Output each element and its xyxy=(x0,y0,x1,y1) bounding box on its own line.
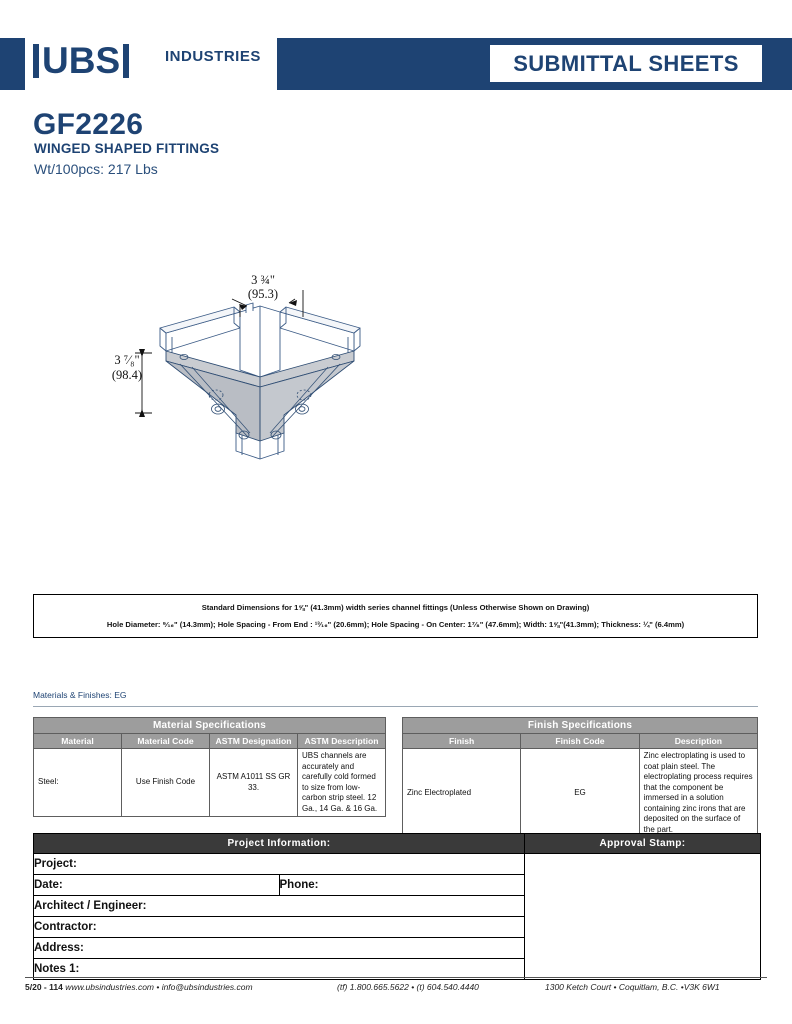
col-finish-description: Description xyxy=(639,734,757,749)
logo-subtext-plate xyxy=(161,47,265,67)
row-project xyxy=(34,854,761,875)
cell-finish-code: EG xyxy=(521,749,639,838)
approval-stamp-area[interactable] xyxy=(525,854,761,980)
standard-dimensions-box xyxy=(33,594,758,638)
table-title-row xyxy=(34,718,386,734)
footer-phones: (tf) 1.800.665.5622 • (t) 604.540.4440 xyxy=(337,982,479,992)
material-specifications-table xyxy=(33,717,386,817)
table-header-row xyxy=(34,734,386,749)
dimension-top-imperial: 3 ¾" xyxy=(251,273,275,287)
materials-finishes-note: Materials & Finishes: EG xyxy=(33,690,127,700)
project-information-title: Project Information: xyxy=(34,834,525,854)
cell-finish-description: Zinc electroplating is used to coat plain steel. The electroplating process requires that the component be immersed in a solution containing zinc irons that are deposited on the surface of the part. xyxy=(639,749,757,838)
field-architect-engineer-label[interactable]: Architect / Engineer: xyxy=(34,896,525,917)
field-notes1-label[interactable]: Notes 1: xyxy=(34,959,525,980)
cell-astm-designation: ASTM A1011 SS GR 33. xyxy=(210,749,298,817)
finish-spec-title: Finish Specifications xyxy=(403,718,758,734)
field-phone-label[interactable]: Phone: xyxy=(279,875,525,896)
product-weight: Wt/100pcs: 217 Lbs xyxy=(34,161,158,177)
section-divider xyxy=(33,706,758,707)
project-information-table xyxy=(33,833,761,980)
logo-right-bar-icon xyxy=(123,44,129,78)
footer-left xyxy=(25,982,253,992)
col-finish-code: Finish Code xyxy=(521,734,639,749)
field-date-label[interactable]: Date: xyxy=(34,875,280,896)
field-project-label[interactable]: Project: xyxy=(34,854,525,875)
cell-astm-description: UBS channels are accurately and carefully cold formed to size from low-carbon strip steel. 12 Ga., 14 Ga. & 16 Ga. xyxy=(298,749,386,817)
document-type-plate xyxy=(490,45,762,82)
project-information-section xyxy=(33,833,758,980)
table-row xyxy=(34,749,386,817)
col-astm-description: ASTM Description xyxy=(298,734,386,749)
standard-dimensions-line2: Hole Diameter: ⁹⁄₁₆" (14.3mm); Hole Spacing - From End : ¹³⁄₁₆" (20.6mm); Hole Spacing - On Center: 1⁷⁄₈" (47.6mm); Width: 1⅝"(41.3mm); Thickness: ¼" (6.4mm) xyxy=(106,620,685,629)
document-type-title: SUBMITTAL SHEETS xyxy=(513,50,739,76)
field-contractor-label[interactable]: Contractor: xyxy=(34,917,525,938)
product-technical-drawing xyxy=(111,265,400,475)
product-code: GF2226 xyxy=(33,108,144,141)
company-logo xyxy=(33,40,129,81)
footer-web[interactable]: www.ubsindustries.com • info@ubsindustries.com xyxy=(65,982,253,992)
standard-dimensions-line1: Standard Dimensions for 1⅝" (41.3mm) width series channel fittings (Unless Otherwise Shown on Drawing) xyxy=(201,603,590,612)
dimension-left-metric: (98.4) xyxy=(111,368,143,382)
col-material-code: Material Code xyxy=(122,734,210,749)
table-row xyxy=(403,749,758,838)
dimension-top-metric: (95.3) xyxy=(247,287,279,301)
field-address-label[interactable]: Address: xyxy=(34,938,525,959)
cell-material: Steel: xyxy=(34,749,122,817)
project-header-row xyxy=(34,834,761,854)
table-title-row xyxy=(403,718,758,734)
logo-wordmark: UBS xyxy=(42,40,121,81)
col-astm-designation: ASTM Designation xyxy=(210,734,298,749)
cell-finish: Zinc Electroplated xyxy=(403,749,521,838)
dimension-left-imperial: 3 ⁷⁄₈" xyxy=(114,353,140,367)
material-spec-title: Material Specifications xyxy=(34,718,386,734)
cell-material-code: Use Finish Code xyxy=(122,749,210,817)
table-header-row xyxy=(403,734,758,749)
footer-doc-code: 5/20 - 114 xyxy=(25,982,63,992)
product-name: WINGED SHAPED FITTINGS xyxy=(34,141,220,156)
approval-stamp-title: Approval Stamp: xyxy=(525,834,761,854)
footer-address: 1300 Ketch Court • Coquitlam, B.C. •V3K 6W1 xyxy=(545,982,720,992)
finish-specifications-table xyxy=(402,717,758,838)
footer xyxy=(25,982,767,998)
footer-divider xyxy=(25,977,767,978)
col-finish: Finish xyxy=(403,734,521,749)
col-material: Material xyxy=(34,734,122,749)
logo-subtext: INDUSTRIES xyxy=(165,48,261,65)
